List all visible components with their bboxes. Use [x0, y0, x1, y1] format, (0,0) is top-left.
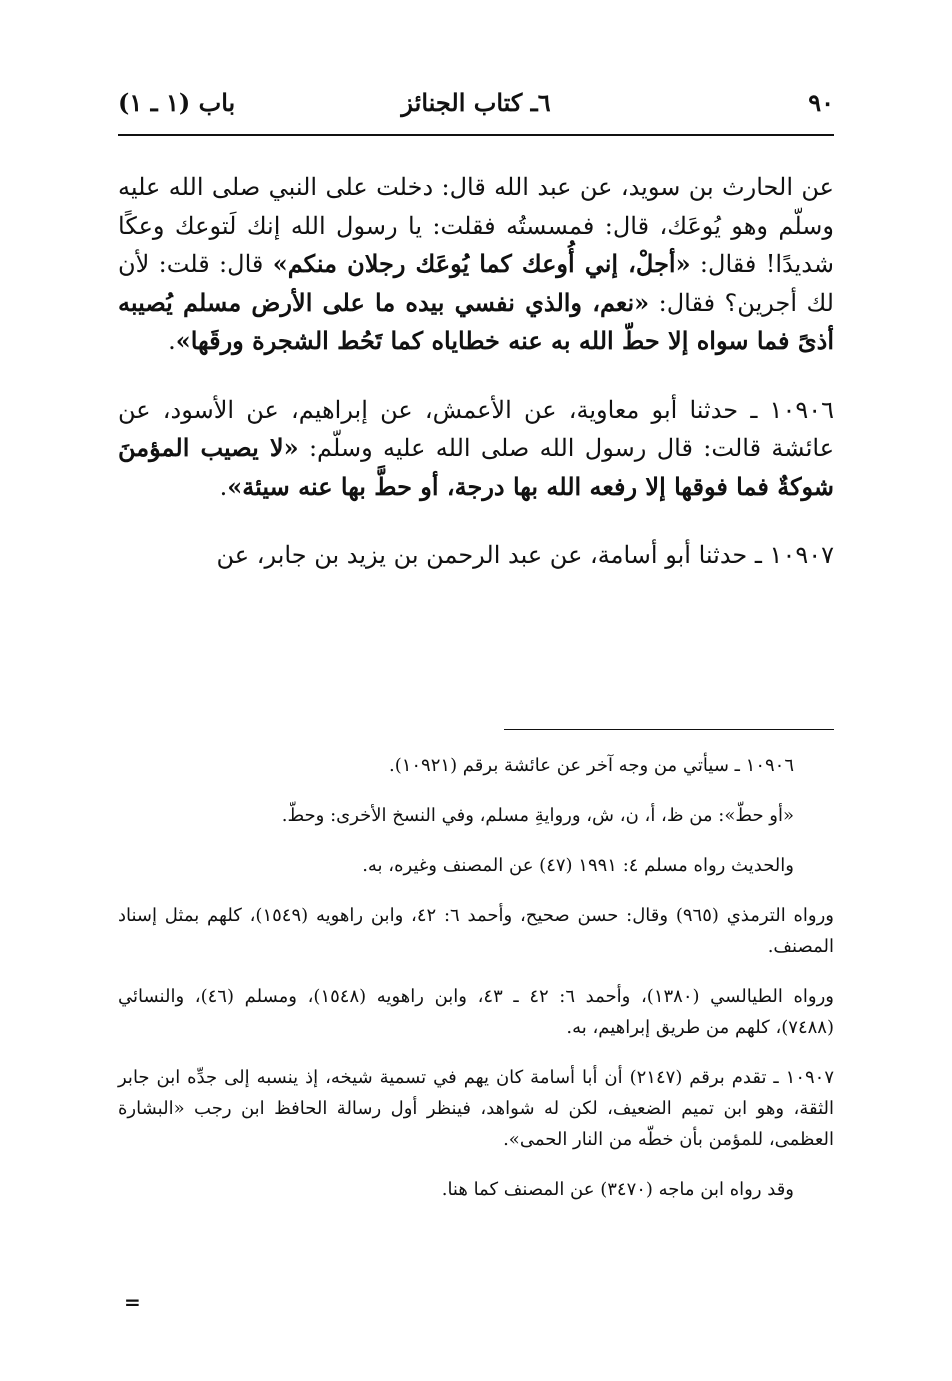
footnote-7: وقد رواه ابن ماجه (٣٤٧٠) عن المصنف كما هنا.	[441, 1179, 794, 1200]
p1-text-c: قال: قلت: لأن لك أجرين؟ فقال:	[118, 250, 834, 317]
page-number: ٩٠	[808, 88, 834, 117]
paragraph-2	[118, 391, 834, 507]
footnote-5: ورواه الطيالسي (١٣٨٠)، وأحمد ٦: ٤٢ ـ ٤٣، وابن راهويه (١٥٤٨)، ومسلم (٤٦)، والنسائي (٧٤٨٨)، كلهم من طريق إبراهيم، به.	[118, 986, 835, 1038]
footnote-2: «أو حطّ»: من ظ، أ، ن، ش، وروايةِ مسلم، وفي النسخ الأخرى: وحطّ.	[281, 805, 794, 826]
main-text	[118, 168, 834, 575]
paragraph-3: ١٠٩٠٧ ـ حدثنا أبو أسامة، عن عبد الرحمن بن يزيد بن جابر، عن	[216, 541, 834, 569]
book-title: ٦ـ كتاب الجنائز	[401, 88, 551, 117]
footnote-4: ورواه الترمذي (٩٦٥) وقال: حسن صحيح، وأحمد ٦: ٤٢، وابن راهويه (١٥٤٩)، كلهم بمثل إسناد المصنف.	[118, 905, 834, 957]
page-header	[118, 88, 834, 128]
chapter-label: باب (١ ـ ١)	[118, 88, 236, 117]
p1-text-a: عن الحارث بن سويد، عن عبد الله قال: دخلت على النبي صلى الله عليه وسلّم وهو يُوعَك، قال: فمسستُه فقلت: يا رسول الله إنك لَتوعك وعكًا شديدًا! فقال:	[118, 173, 835, 278]
p2-text-a: ١٠٩٠٦ ـ حدثنا أبو معاوية، عن الأعمش، عن إبراهيم، عن الأسود، عن عائشة قالت: قال رسول الله صلى الله عليه وسلّم:	[118, 395, 835, 462]
footnotes	[118, 750, 834, 1224]
p2-quote: «لا يصيب المؤمنَ شوكةٌ فما فوقها إلا رفعه الله بها درجة، أو حطَّ بها عنه سيئة»	[118, 433, 834, 501]
p1-quote-1: «أجلْ، إني أُوعك كما يُوعَك رجلان منكم»	[272, 249, 691, 278]
p2-text-c: .	[219, 472, 228, 501]
continuation-mark: =	[124, 1290, 141, 1314]
footnote-divider	[504, 729, 834, 730]
p1-text-e: .	[168, 327, 176, 355]
footnote-3: والحديث رواه مسلم ٤: ١٩٩١ (٤٧) عن المصنف وغيره، به.	[362, 855, 794, 876]
p1-quote-2: «نعم، والذي نفسي بيده ما على الأرض مسلم يُصيبه أذىً فما سواه إلا حطّ الله به عنه خطاياه كما تَحُط الشجرة ورقَها»	[118, 287, 834, 355]
footnote-1: ١٠٩٠٦ ـ سيأتي من وجه آخر عن عائشة برقم (١٠٩٢١).	[388, 755, 794, 776]
footnote-6: ١٠٩٠٧ ـ تقدم برقم (٢١٤٧) أن أبا أسامة كان يهم في تسمية شيخه، إذ ينسبه إلى جدِّه ابن جابر الثقة، وهو ابن تميم الضعيف، لكن له شواهد، فينظر أول رسالة الحافظ ابن رجب «البشارة العظمى، للمؤمن بأن خطّه من النار الحمى».	[118, 1067, 835, 1150]
header-divider	[118, 134, 834, 136]
paragraph-1	[118, 168, 834, 361]
